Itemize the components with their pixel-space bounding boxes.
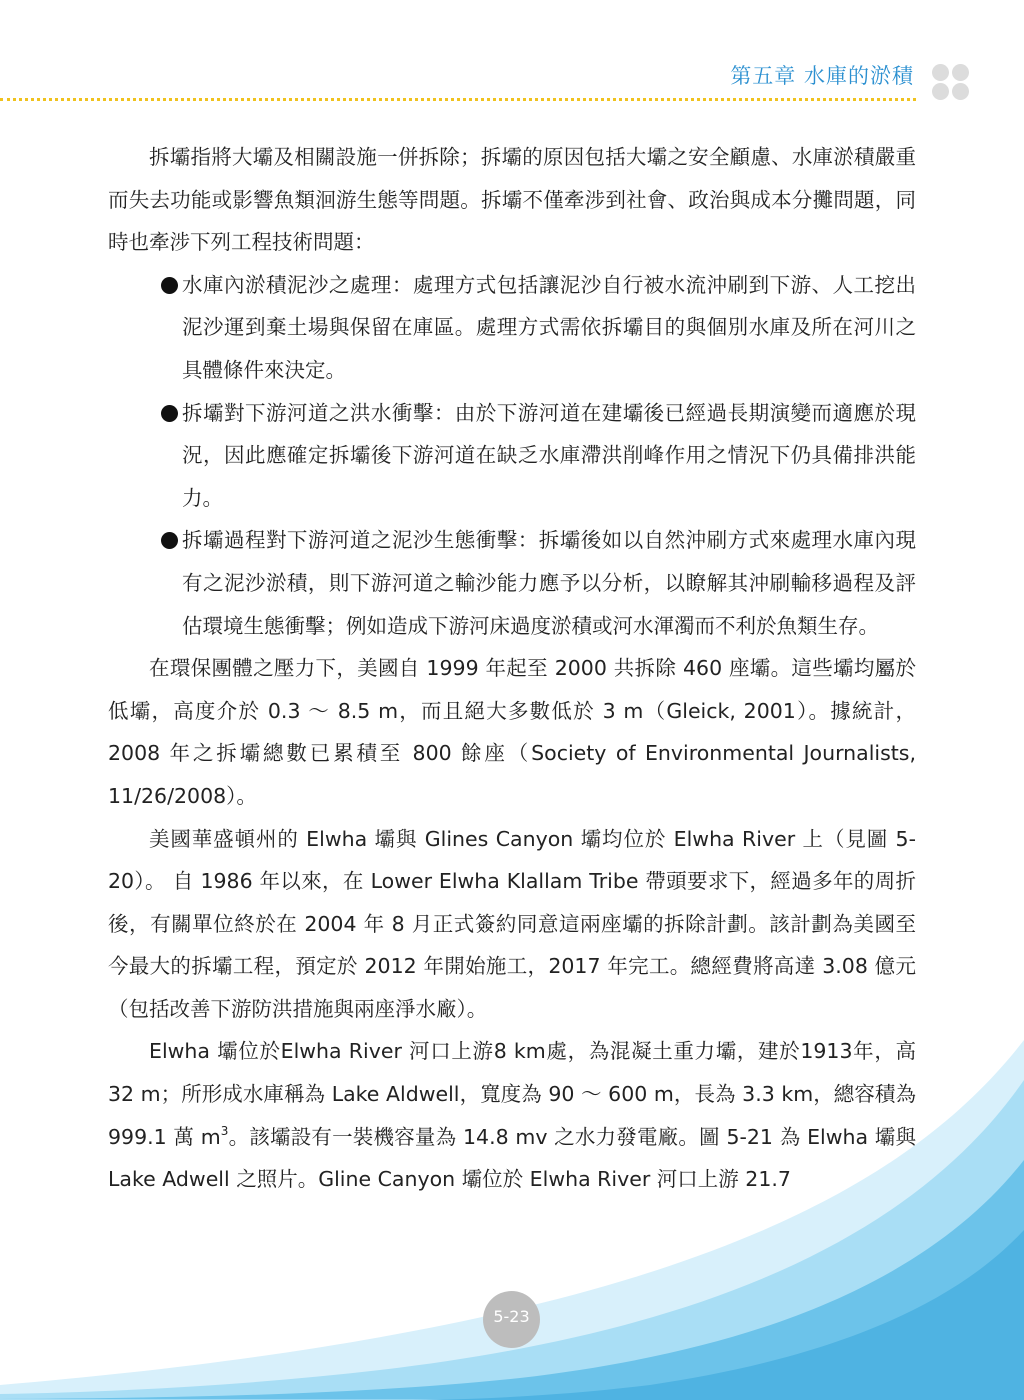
article-body — [108, 136, 916, 1201]
bullet-text: 拆壩對下游河道之洪水衝擊：由於下游河道在建壩後已經過長期演變而適應於現況，因此應確定拆壩後下游河道在缺乏水庫滯洪削峰作用之情況下仍具備排洪能力。 — [182, 400, 916, 510]
bullet-item — [108, 264, 916, 392]
paragraph-intro: 拆壩指將大壩及相關設施一併拆除；拆壩的原因包括大壩之安全顧慮、水庫淤積嚴重而失去功能或影響魚類洄游生態等問題。拆壩不僅牽涉到社會、政治與成本分攤問題，同時也牽涉下列工程技術問題： — [108, 145, 916, 255]
bullet-item — [108, 519, 916, 647]
bullet-dot — [161, 277, 178, 294]
text-segment: 。該壩設有一裝機容量為 14.8 mv 之水力發電廠。圖 5-21 為 Elwha 壩與 Lake Adwell 之照片。Gline Canyon 壩位於 Elwha River 河口上游 21.7 — [108, 1124, 916, 1192]
page-number: 5-23 — [493, 1307, 530, 1326]
paragraph-statistics: 在環保團體之壓力下，美國自 1999 年起至 2000 共拆除 460 座壩。這些壩均屬於低壩，高度介於 0.3 ～ 8.5 m，而且絕大多數低於 3 m（Gleick, 2001）。據統計，2008 年之拆壩總數已累積至 800 餘座（Society of Environmental Journalists, 11/26/2008）。 — [108, 656, 916, 808]
bullet-text: 拆壩過程對下游河道之泥沙生態衝擊：拆壩後如以自然沖刷方式來處理水庫內現有之泥沙淤積，則下游河道之輸沙能力應予以分析，以瞭解其沖刷輸移過程及評估環境生態衝擊；例如造成下游河床過度淤積或河水渾濁而不利於魚類生存。 — [182, 528, 916, 638]
paragraph-elwha-project: 美國華盛頓州的 Elwha 壩與 Glines Canyon 壩均位於 Elwha River 上（見圖 5-20）。 自 1986 年以來，在 Lower Elwha Klallam Tribe 帶頭要求下，經過多年的周折後，有關單位終於在 2004 年 8 月正式簽約同意這兩座壩的拆除計劃。該計劃為美國至今最大的拆壩工程，預定於 2012 年開始施工，2017 年完工。總經費將高達 3.08 億元（包括改善下游防洪措施與兩座淨水廠）。 — [108, 826, 916, 1021]
text-segment: Elwha 壩位於Elwha River 河口上游8 km處，為混凝土重力壩，建於1913年，高 32 m；所形成水庫稱為 Lake Aldwell，寬度為 90 ～ 600 m，長為 3.3 km，總容積為 999.1 萬 m — [108, 1039, 916, 1149]
bullet-dot — [161, 405, 178, 422]
bullet-item — [108, 392, 916, 520]
paragraph-elwha-dam — [108, 1030, 916, 1200]
chapter-title: 第五章 水庫的淤積 — [730, 64, 914, 88]
bullet-dot — [161, 532, 178, 549]
superscript: 3 — [220, 1123, 229, 1138]
bullet-text: 水庫內淤積泥沙之處理：處理方式包括讓泥沙自行被水流沖刷到下游、人工挖出泥沙運到棄土場與保留在庫區。處理方式需依拆壩目的與個別水庫及所在河川之具體條件來決定。 — [182, 272, 916, 382]
page-number-badge — [483, 1291, 540, 1348]
